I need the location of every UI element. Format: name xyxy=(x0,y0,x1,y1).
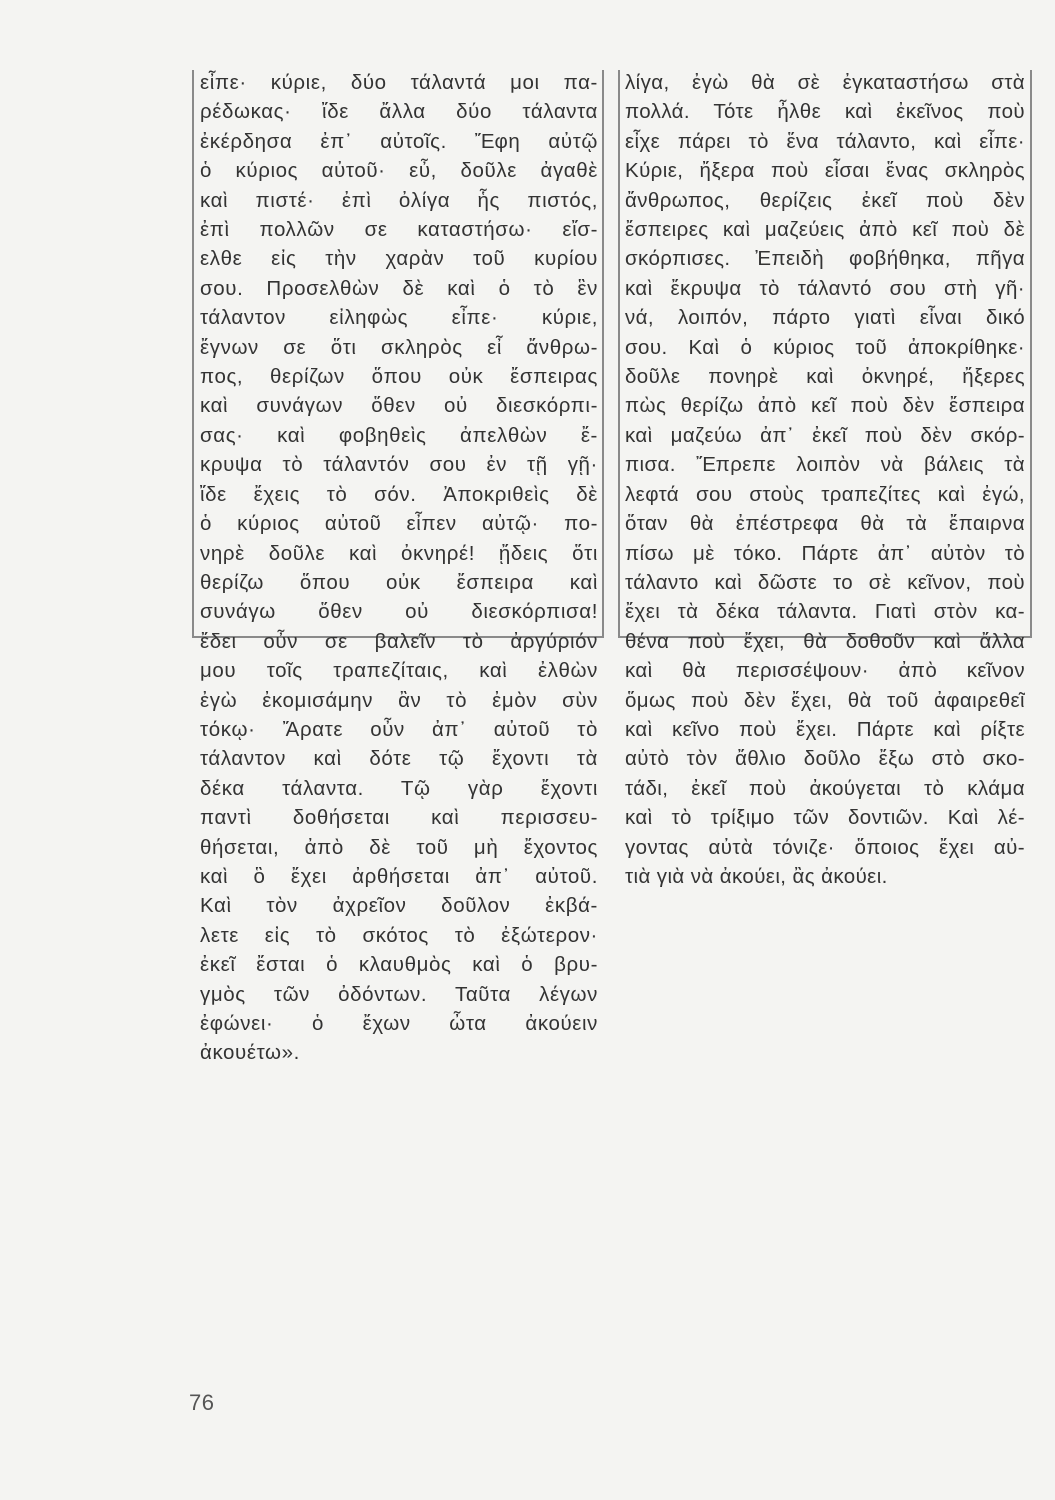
text-line: σκόρπισες. Ἐπειδὴ φοβήθηκα, πῆγα xyxy=(625,247,1025,271)
text-line: καὶ τὸ τρίξιμο τῶν δοντιῶν. Καὶ λέ- xyxy=(625,806,1025,830)
text-line: ἴδε ἔχεις τὸ σόν. Ἀποκριθεὶς δὲ xyxy=(200,482,598,506)
text-line: λετε εἰς τὸ σκότος τὸ ἐξώτερον· xyxy=(200,923,598,947)
text-line: σας· καὶ φοβηθεὶς ἀπελθὼν ἔ- xyxy=(200,423,598,447)
text-line: ἐφώνει· ὁ ἔχων ὦτα ἀκούειν xyxy=(200,1012,598,1035)
text-line: πίσω μὲ τόκο. Πάρτε ἀπ᾿ αὐτὸν τὸ xyxy=(625,541,1025,565)
text-line: σου. Καὶ ὁ κύριος τοῦ ἀποκρίθηκε· xyxy=(625,335,1025,359)
text-line: ὁ κύριος αὐτοῦ· εὖ, δοῦλε ἀγαθὲ xyxy=(200,159,598,183)
text-line: τιὰ γιὰ νὰ ἀκούει, ἂς ἀκούει. xyxy=(625,864,888,888)
page-number: 76 xyxy=(189,1390,215,1415)
text-line: πισα. Ἔπρεπε λοιπὸν νὰ βάλεις τὰ xyxy=(625,453,1025,477)
text-line: γοντας αὐτὰ τόνιζε· ὅποιος ἔχει αὐ- xyxy=(625,835,1025,859)
text-line: ἐκέρδησα ἐπ᾿ αὐτοῖς. Ἔφη αὐτῷ xyxy=(200,129,598,153)
text-line: καὶ μαζεύω ἀπ᾿ ἐκεῖ ποὺ δὲν σκόρ- xyxy=(625,423,1025,447)
text-line: καὶ ὃ ἔχει ἀρθήσεται ἀπ᾿ αὐτοῦ. xyxy=(200,864,598,888)
text-line: νηρὲ δοῦλε καὶ ὀκνηρέ! ᾔδεις ὅτι xyxy=(200,541,598,565)
text-line: μου τοῖς τραπεζίταις, καὶ ἐλθὼν xyxy=(200,659,598,683)
text-line: εἶχε πάρει τὸ ἕνα τάλαντο, καὶ εἶπε· xyxy=(625,129,1025,153)
text-line: παντὶ δοθήσεται καὶ περισσευ- xyxy=(200,806,598,830)
text-line: τάδι, ἐκεῖ ποὺ ἀκούγεται τὸ κλάμα xyxy=(625,776,1025,800)
text-line: ἐπὶ πολλῶν σε καταστήσω· εἴσ- xyxy=(200,218,598,242)
text-line: ἔδει οὖν σε βαλεῖν τὸ ἀργύριόν xyxy=(200,629,598,653)
text-line: ὅμως ποὺ δὲν ἔχει, θὰ τοῦ ἀφαιρεθεῖ xyxy=(625,688,1025,712)
text-line: πολλά. Τότε ἦλθε καὶ ἐκεῖνος ποὺ xyxy=(625,100,1025,124)
text-line: σου. Προσελθὼν δὲ καὶ ὁ τὸ ἓν xyxy=(200,276,598,300)
right-column-text xyxy=(625,68,1025,891)
left-column-text xyxy=(200,68,598,1068)
text-line: ὁ κύριος αὐτοῦ εἶπεν αὐτῷ· πο- xyxy=(200,512,598,536)
text-line: θένα ποὺ ἔχει, θὰ δοθοῦν καὶ ἄλλα xyxy=(625,629,1025,653)
text-line: ἔγνων σε ὅτι σκληρὸς εἶ ἄνθρω- xyxy=(200,335,598,359)
text-line: ὅταν θὰ ἐπέστρεφα θὰ τὰ ἔπαιρνα xyxy=(625,512,1025,536)
text-line: πος, θερίζων ὅπου οὐκ ἔσπειρας xyxy=(200,365,598,389)
text-line: καὶ κεῖνο ποὺ ἔχει. Πάρτε καὶ ρίξτε xyxy=(625,717,1025,741)
text-line: λίγα, ἐγὼ θὰ σὲ ἐγκαταστήσω στὰ xyxy=(625,71,1025,94)
text-line: θερίζω ὅπου οὐκ ἔσπειρα καὶ xyxy=(200,570,598,594)
text-line: καὶ ἔκρυψα τὸ τάλαντό σου στὴ γῆ· xyxy=(625,276,1025,300)
text-line: κρυψα τὸ τάλαντόν σου ἐν τῇ γῇ· xyxy=(200,453,598,477)
text-line: ἐκεῖ ἔσται ὁ κλαυθμὸς καὶ ὁ βρυ- xyxy=(200,953,598,977)
text-line: λεφτά σου στοὺς τραπεζίτες καὶ ἐγώ, xyxy=(625,482,1025,506)
text-line: ρέδωκας· ἴδε ἄλλα δύο τάλαντα xyxy=(200,100,598,124)
text-line: ἄνθρωπος, θερίζεις ἐκεῖ ποὺ δὲν xyxy=(625,188,1025,212)
text-line: δέκα τάλαντα. Τῷ γὰρ ἔχοντι xyxy=(200,776,598,800)
text-line: τάλαντο καὶ δῶστε το σὲ κεῖνον, ποὺ xyxy=(625,570,1025,594)
text-line: πὼς θερίζω ἀπὸ κεῖ ποὺ δὲν ἔσπειρα xyxy=(625,394,1025,418)
text-line: τάλαντον εἰληφὼς εἶπε· κύριε, xyxy=(200,306,598,330)
text-line: Καὶ τὸν ἀχρεῖον δοῦλον ἐκβά- xyxy=(200,894,598,918)
text-line: δοῦλε πονηρὲ καὶ ὀκνηρέ, ἤξερες xyxy=(625,365,1025,389)
text-line: ἔσπειρες καὶ μαζεύεις ἀπὸ κεῖ ποὺ δὲ xyxy=(625,218,1025,242)
text-line: καὶ πιστέ· ἐπὶ ὀλίγα ἧς πιστός, xyxy=(200,188,598,212)
text-line: Κύριε, ἤξερα ποὺ εἶσαι ἕνας σκληρὸς xyxy=(625,159,1025,183)
text-line: γμὸς τῶν ὀδόντων. Ταῦτα λέγων xyxy=(200,982,598,1006)
text-line: καὶ συνάγων ὅθεν οὐ διεσκόρπι- xyxy=(200,394,598,418)
text-line: θήσεται, ἀπὸ δὲ τοῦ μὴ ἔχοντος xyxy=(200,835,598,859)
text-line: αὐτὸ τὸν ἄθλιο δοῦλο ἔξω στὸ σκο- xyxy=(625,747,1025,771)
text-line: ἐγὼ ἐκομισάμην ἂν τὸ ἐμὸν σὺν xyxy=(200,688,598,712)
text-line: εἶπε· κύριε, δύο τάλαντά μοι πα- xyxy=(200,71,598,94)
text-line: ἔχει τὰ δέκα τάλαντα. Γιατὶ στὸν κα- xyxy=(625,600,1025,624)
text-line: συνάγω ὅθεν οὐ διεσκόρπισα! xyxy=(200,600,598,624)
text-line: νά, λοιπόν, πάρτο γιατὶ εἶναι δικό xyxy=(625,306,1025,330)
text-line: τόκῳ· Ἄρατε οὖν ἀπ᾿ αὐτοῦ τὸ xyxy=(200,717,598,741)
text-line: ἀκουέτω». xyxy=(200,1041,300,1065)
text-line: ελθε εἰς τὴν χαρὰν τοῦ κυρίου xyxy=(200,247,598,271)
text-line: τάλαντον καὶ δότε τῷ ἔχοντι τὰ xyxy=(200,747,598,771)
text-line: καὶ θὰ περισσέψουν· ἀπὸ κεῖνον xyxy=(625,659,1025,683)
